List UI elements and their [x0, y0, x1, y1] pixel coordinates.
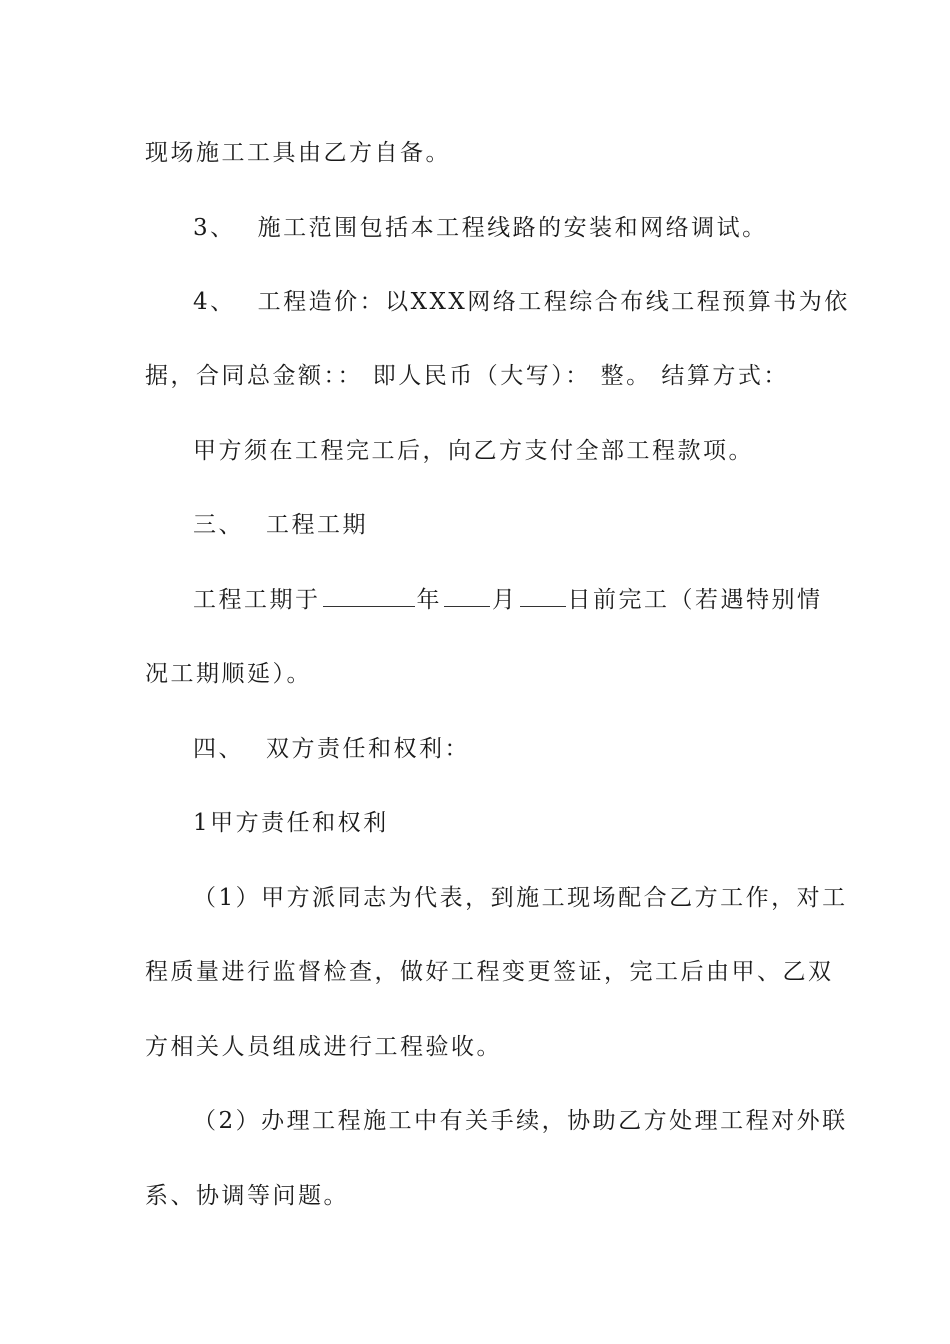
blank-year	[323, 586, 415, 607]
paragraph-line: （1）甲方派同志为代表，到施工现场配合乙方工作，对工	[193, 885, 848, 911]
section-number: 三、	[193, 512, 244, 538]
section-title: 双方责任和权利：	[266, 736, 470, 762]
text-span: 年	[416, 587, 442, 613]
paragraph-line: （2）办理工程施工中有关手续，协助乙方处理工程对外联	[193, 1108, 848, 1134]
section-heading	[193, 733, 805, 765]
paragraph-line	[193, 286, 850, 318]
item-number: 4、	[193, 289, 236, 315]
paragraph-line: 方相关人员组成进行工程验收。	[145, 1034, 502, 1060]
paragraph-line	[193, 584, 823, 616]
paragraph-line: 系、协调等问题。	[145, 1183, 349, 1209]
section-number: 四、	[193, 736, 244, 762]
item-number: 3、	[193, 215, 236, 241]
paragraph-line: 现场施工工具由乙方自备。	[145, 140, 451, 166]
paragraph-line	[193, 212, 805, 244]
paragraph-line: 甲方须在工程完工后，向乙方支付全部工程款项。	[193, 438, 754, 464]
text-span: 月	[492, 587, 518, 613]
blank-month	[444, 586, 490, 607]
text-span: 工程工期于	[193, 587, 321, 613]
paragraph-line: 况工期顺延）。	[145, 661, 312, 687]
paragraph-line: 程质量进行监督检查，做好工程变更签证，完工后由甲、乙双	[145, 959, 834, 985]
subsection-heading: 1甲方责任和权利	[193, 810, 389, 836]
item-text: 施工范围包括本工程线路的安装和网络调试。	[257, 215, 768, 241]
text-span: 日前完工（若遇特别情	[567, 587, 823, 613]
blank-day	[520, 586, 566, 607]
section-heading	[193, 509, 805, 541]
item-text: 工程造价：以XXX网络工程综合布线工程预算书为依	[257, 289, 850, 315]
paragraph-line: 据，合同总金额：： 即人民币（大写）： 整。 结算方式：	[145, 363, 789, 389]
section-title: 工程工期	[266, 512, 368, 538]
